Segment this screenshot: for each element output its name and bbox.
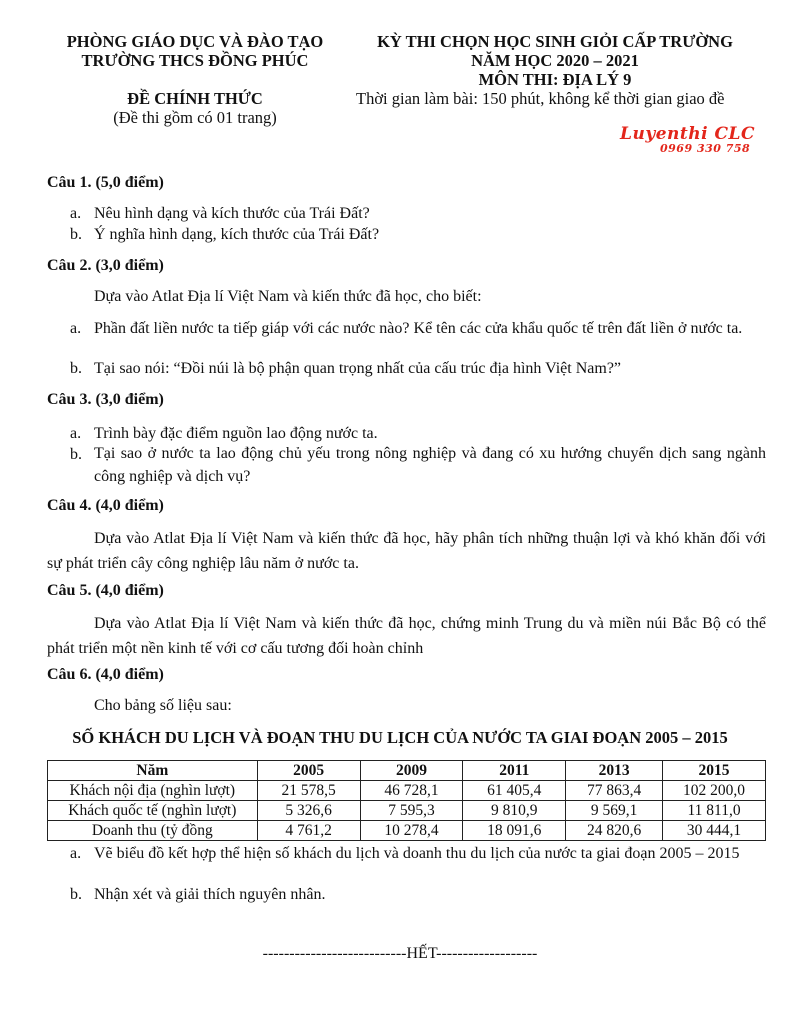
official-label: ĐỀ CHÍNH THỨC [127, 89, 263, 108]
table-title: SỐ KHÁCH DU LỊCH VÀ ĐOẠN THU DU LỊCH CỦA NƯỚC TA GIAI ĐOẠN 2005 – 2015 [72, 728, 728, 747]
q6-a-label: a. [70, 845, 82, 862]
tourism-data-table [47, 760, 766, 841]
question-1-title: Câu 1. (5,0 điểm) [47, 174, 164, 191]
table-header-cell: 2013 [566, 761, 663, 781]
table-cell: Doanh thu (tỷ đồng [48, 821, 258, 841]
q3-b-label: b. [70, 446, 82, 463]
table-header-cell: Năm [48, 761, 258, 781]
table-header-row [48, 761, 766, 781]
q6-b-text: Nhận xét và giải thích nguyên nhân. [94, 886, 326, 903]
table-cell: 5 326,6 [257, 801, 360, 821]
table-cell: 30 444,1 [663, 821, 766, 841]
table-cell: 4 761,2 [257, 821, 360, 841]
table-header-cell: 2009 [360, 761, 463, 781]
q1-b-text: Ý nghĩa hình dạng, kích thước của Trái Đất? [94, 226, 380, 243]
table-cell: 21 578,5 [257, 781, 360, 801]
time-note: Thời gian làm bài: 150 phút, không kể thời gian giao đề [356, 89, 725, 108]
q6-a-text: Vẽ biểu đồ kết hợp thể hiện số khách du lịch và doanh thu du lịch của nước ta giai đoạn 2005 – 2015 [94, 845, 740, 862]
q3-b-text: Tại sao ở nước ta lao động chủ yếu trong nông nghiệp và đang có xu hướng chuyển dịch sang ngành công nghiệp và dịch vụ? [94, 445, 766, 485]
exam-title: KỲ THI CHỌN HỌC SINH GIỎI CẤP TRƯỜNG [377, 32, 733, 51]
school-name: TRƯỜNG THCS ĐỒNG PHÚC [81, 51, 309, 70]
table-cell: 102 200,0 [663, 781, 766, 801]
table-header-cell: 2015 [663, 761, 766, 781]
table-cell: Khách nội địa (nghìn lượt) [48, 781, 258, 801]
q3-a-text: Trình bày đặc điểm nguồn lao động nước ta. [94, 425, 378, 442]
brand-logo-text: Luyenthi CLC [620, 124, 755, 144]
table-header-cell: 2011 [463, 761, 566, 781]
table-cell: Khách quốc tế (nghìn lượt) [48, 801, 258, 821]
pages-note: (Đề thi gồm có 01 trang) [113, 108, 277, 127]
q1-a-text: Nêu hình dạng và kích thước của Trái Đất? [94, 205, 370, 222]
question-6-title: Câu 6. (4,0 điểm) [47, 666, 164, 683]
q2-a-text: Phần đất liền nước ta tiếp giáp với các nước nào? Kể tên các cửa khẩu quốc tế trên đất liền ở nước ta. [94, 320, 743, 337]
table-row [48, 781, 766, 801]
table-cell: 7 595,3 [360, 801, 463, 821]
subject: MÔN THI: ĐỊA LÝ 9 [478, 70, 632, 89]
table-row [48, 801, 766, 821]
table-cell: 9 569,1 [566, 801, 663, 821]
q2-b-text: Tại sao nói: “Đồi núi là bộ phận quan trọng nhất của cấu trúc địa hình Việt Nam?” [94, 360, 622, 377]
q1-a-label: a. [70, 205, 82, 222]
question-2-title: Câu 2. (3,0 điểm) [47, 257, 164, 274]
q2-b-label: b. [70, 360, 82, 377]
q1-b-label: b. [70, 226, 82, 243]
q5-text: Dựa vào Atlat Địa lí Việt Nam và kiến thức đã học, chứng minh Trung du và miền núi Bắc Bộ có thể phát triển một nền kinh tế với cơ cấu tương đối hoàn chỉnh [47, 615, 766, 657]
table-header-cell: 2005 [257, 761, 360, 781]
department-name: PHÒNG GIÁO DỤC VÀ ĐÀO TẠO [66, 32, 324, 51]
table-cell: 61 405,4 [463, 781, 566, 801]
question-5-title: Câu 5. (4,0 điểm) [47, 582, 164, 599]
q2-intro: Dựa vào Atlat Địa lí Việt Nam và kiến thức đã học, cho biết: [94, 288, 482, 305]
table-cell: 46 728,1 [360, 781, 463, 801]
end-marker: ---------------------------HẾT------------------- [262, 945, 538, 962]
table-cell: 9 810,9 [463, 801, 566, 821]
table-cell: 10 278,4 [360, 821, 463, 841]
q6-b-label: b. [70, 886, 82, 903]
question-3-title: Câu 3. (3,0 điểm) [47, 391, 164, 408]
q2-a-label: a. [70, 320, 82, 337]
q3-a-label: a. [70, 425, 82, 442]
table-cell: 77 863,4 [566, 781, 663, 801]
table-cell: 24 820,6 [566, 821, 663, 841]
question-4-title: Câu 4. (4,0 điểm) [47, 497, 164, 514]
school-year: NĂM HỌC 2020 – 2021 [471, 51, 639, 70]
q4-text: Dựa vào Atlat Địa lí Việt Nam và kiến thức đã học, hãy phân tích những thuận lợi và khó khăn đối với sự phát triển cây công nghiệp lâu năm ở nước ta. [47, 530, 766, 572]
q6-intro: Cho bảng số liệu sau: [94, 697, 232, 714]
table-cell: 11 811,0 [663, 801, 766, 821]
table-cell: 18 091,6 [463, 821, 566, 841]
brand-phone: 0969 330 758 [660, 142, 751, 155]
table-row [48, 821, 766, 841]
